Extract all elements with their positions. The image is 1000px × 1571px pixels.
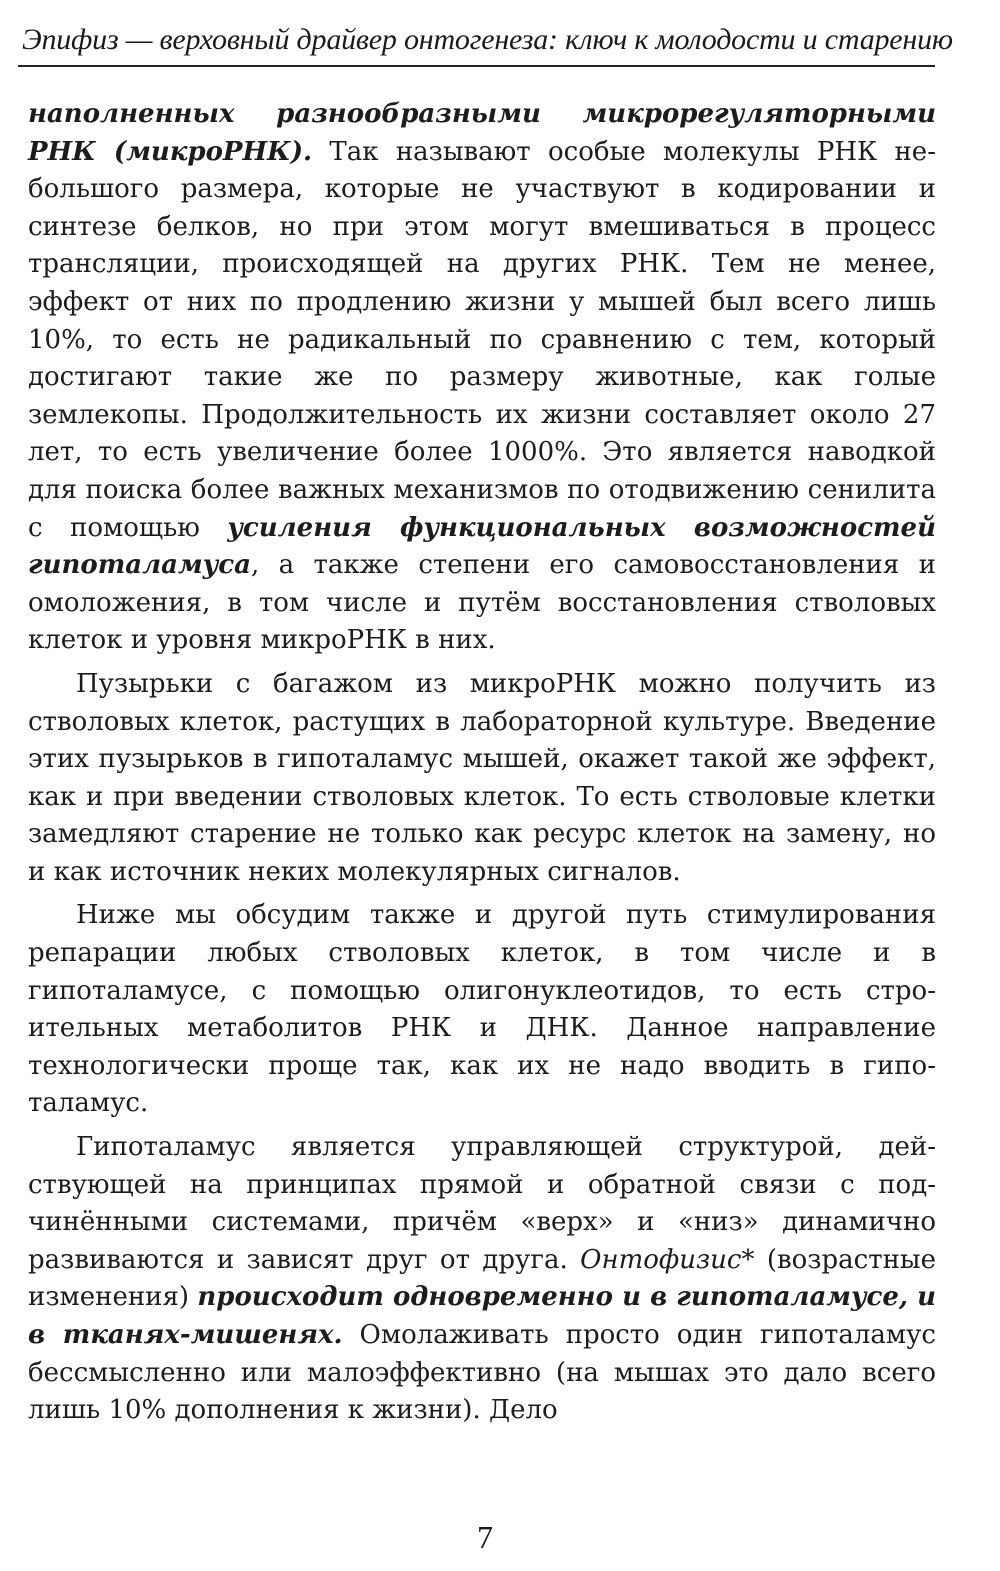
body-text — [28, 96, 936, 1430]
header-divider — [18, 65, 935, 67]
paragraph-4 — [28, 1129, 936, 1430]
text-run: Пузырьки с багажом из микроРНК можно получить из стволовых клеток, растущих в лабораторной культуре. Введение этих пузырьков в гипоталамус мышей, окажет такой же эффект, как и при введении стволовых клеток. То есть стволовые клетки замедляют старение не только как ресурс клеток на замену, но и как источник неких молекулярных сигналов. — [28, 668, 936, 887]
text-run: Ниже мы обсудим также и другой путь стимулирования репарации любых стволовых клеток, в том числе и в гипоталамусе, с помощью олигонуклеотидов, то есть строительных метаболитов РНК и ДНК. Данное направление технологически проще так, как их не надо вводить в гипоталамус. — [28, 900, 936, 1119]
emphasis-simultaneous: происходит одновременно и в гипоталамусе, и в тканях-мишенях. — [28, 1282, 936, 1350]
paragraph-1 — [28, 96, 936, 660]
text-run: (возрастные изменения) — [28, 1244, 936, 1313]
text-run: Омолаживать просто один гипоталамус бессмысленно или малоэффективно (на мышах это дало всего лишь 10% дополнения к жизни). Дело — [28, 1320, 936, 1426]
text-run: , а также степени его самовосстановления и омоложения, в том числе и путём восстановления стволовых клеток и уровня микроРНК в них. — [28, 550, 936, 656]
text-run: Так называют особые молекулы РНК небольшого размера, которые не участвуют в кодировании и синтезе белков, но при этом могут вмешиваться в процесс трансляции, происходящей на других РНК. Тем не менее, эффект от них по продлению жизни у мышей был всего лишь 10%, то есть не радикальный по сравнению с тем, который достигают такие же по размеру животные, как голые землекопы. Продолжительность их жизни составляет около 27 лет, то есть увеличение более 1000%. Это является наводкой для поиска более важных механизмов по отодвижению сенилита с помощью — [28, 136, 936, 543]
term-ontophysis: Онтофизис* — [580, 1244, 755, 1275]
paragraph-2 — [28, 666, 936, 892]
paragraph-3 — [28, 897, 936, 1123]
running-header-title: Эпифиз — верховный драйвер онтогенеза: ключ к молодости и старению — [22, 23, 953, 56]
emphasis-hypothalamus-function: усиления функциональных возможностей гипоталамуса — [28, 512, 936, 581]
emphasis-microrna: наполненных разнообразными микрорегуляторными РНК (микроРНК). — [28, 99, 936, 167]
text-run: Гипоталамус является управляющей структурой, действующей на принципах прямой и обратной связи с подчинёнными системами, причём «верх» и «низ» динамично развиваются и зависят друг от друга. — [28, 1132, 936, 1275]
page-number: 7 — [477, 1519, 493, 1555]
